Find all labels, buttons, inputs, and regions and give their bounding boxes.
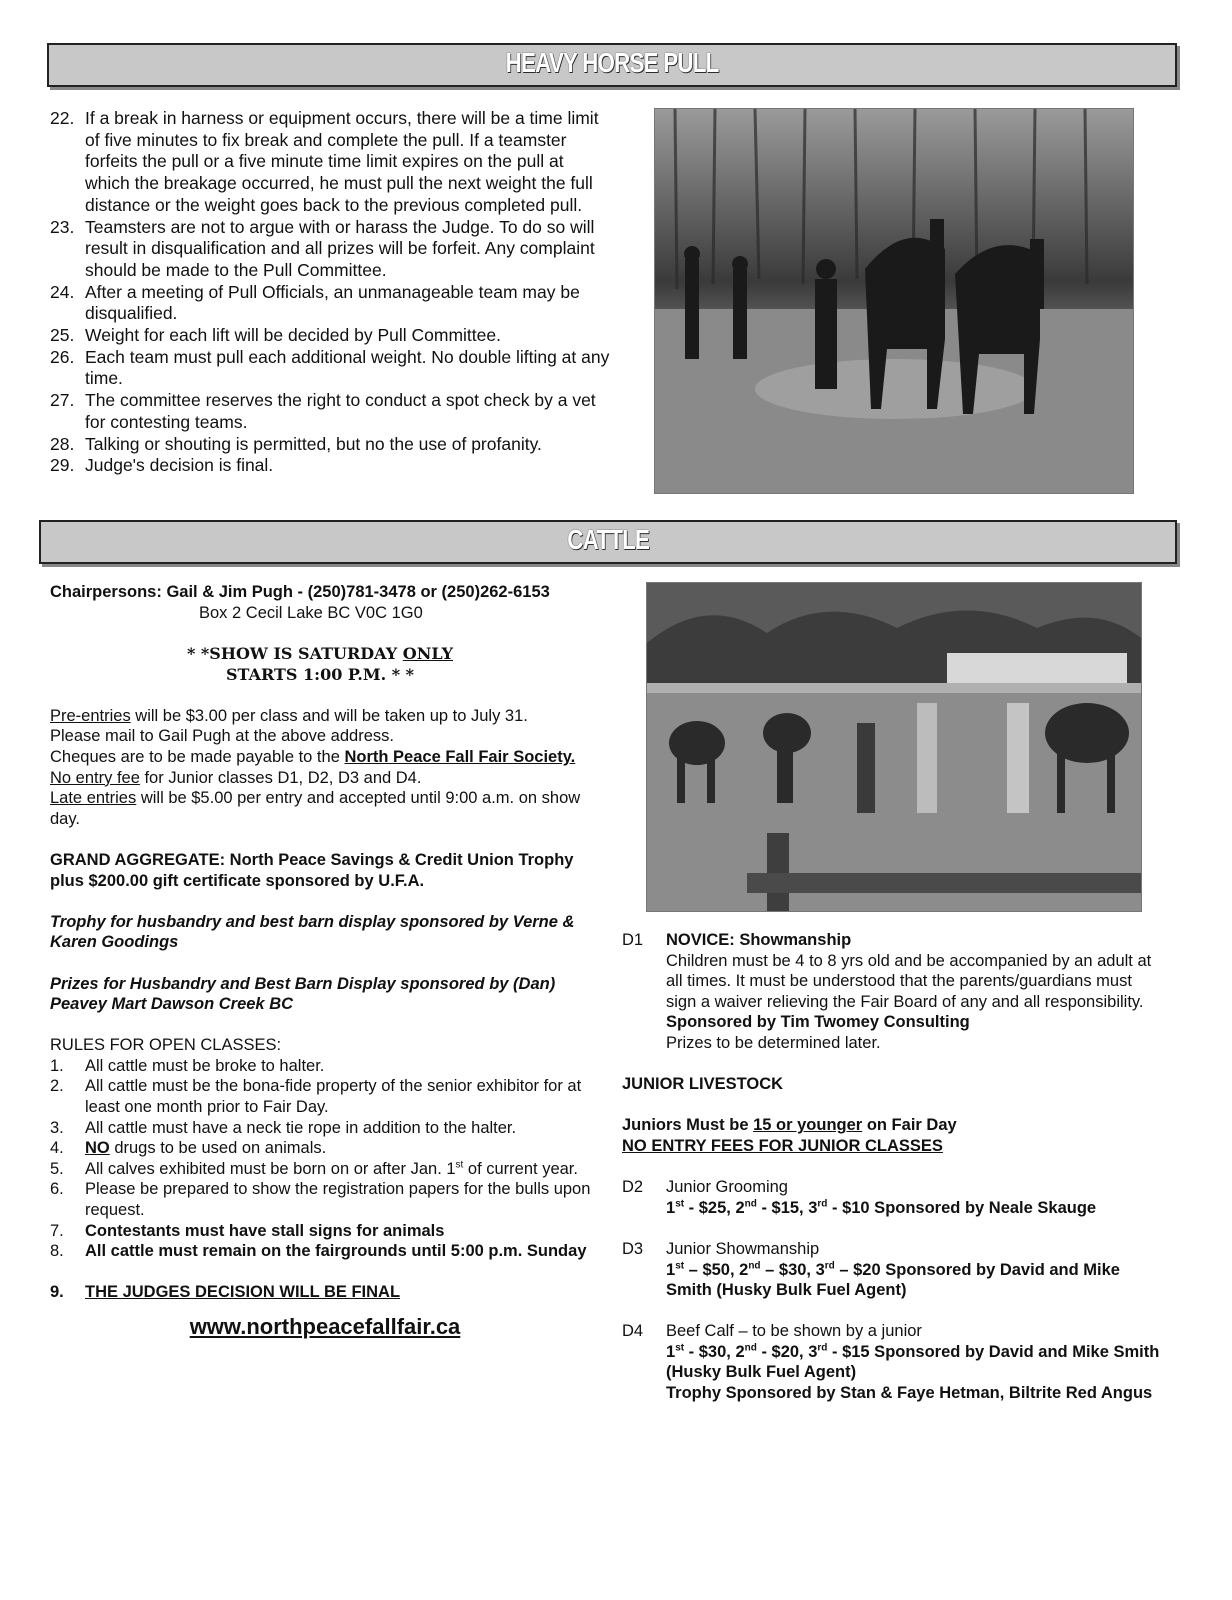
class-d1: D1 NOVICE: Showmanship Children must be 4 to 8 yrs old and be accompanied by an adult at all times. It must be understood that the parents/guardians must sign a waiver relieving the Fair Board of any and all responsibility. Sponsored by Tim Twomey Consulting Prizes to be determined later. <box>622 931 1152 1052</box>
rule-item: 6. Please be prepared to show the registration papers for the bulls upon request. <box>50 1180 591 1220</box>
late-entries-text: Late entries will be $5.00 per entry and accepted until 9:00 a.m. on show day. <box>50 789 581 828</box>
rule-item: 27. The committee reserves the right to conduct a spot check by a vet for contesting teams. <box>50 390 596 432</box>
class-d2: D2 Junior Grooming 1st - $25, 2nd - $15, 3rd - $10 Sponsored by Neale Skauge <box>622 1178 1097 1217</box>
section-banner-cattle <box>39 520 1177 564</box>
rules-heading: RULES FOR OPEN CLASSES: <box>50 1036 282 1055</box>
pre-entries-text: Pre-entries will be $3.00 per class and will be taken up to July 31. <box>50 706 528 725</box>
rule-item: 22. If a break in harness or equipment occurs, there will be a time limit of five minutes to fix break and complete the pull. If a teamster forfeits the pull or a five minute time limit expires on the pull at which the breakage occurred, he must pull the next weight the full distance or the weight goes back to the previous completed pull. <box>50 108 599 215</box>
address-line: Box 2 Cecil Lake BC V0C 1G0 <box>199 603 423 622</box>
show-notice: * *SHOW IS SATURDAY ONLY STARTS 1:00 P.M. * * <box>186 644 453 685</box>
trophy-note: Trophy for husbandry and best barn display sponsored by Verne & Karen Goodings <box>50 912 575 952</box>
chairpersons-line: Chairpersons: Gail & Jim Pugh - (250)781-3478 or (250)262-6153 <box>50 583 550 601</box>
cheques-text: Cheques are to be made payable to the North Peace Fall Fair Society. <box>50 747 576 766</box>
section-banner-heavy-horse-pull <box>47 43 1177 87</box>
rule-item: 7. Contestants must have stall signs for animals <box>50 1221 445 1240</box>
prizes-note: Prizes for Husbandry and Best Barn Display sponsored by (Dan) Peavey Mart Dawson Creek BC <box>50 974 556 1014</box>
mail-text: Please mail to Gail Pugh at the above address. <box>50 727 394 746</box>
rule-item: 24. After a meeting of Pull Officials, an unmanageable team may be disqualified. <box>50 281 580 324</box>
horse-pull-photo <box>654 108 1134 494</box>
rule-item: 8. All cattle must remain on the fairgrounds until 5:00 p.m. Sunday <box>50 1242 587 1261</box>
rule-item: 1. All cattle must be broke to halter. <box>50 1056 325 1075</box>
rule-item: 29. Judge's decision is final. <box>50 455 274 476</box>
rule-item: 3. All cattle must have a neck tie rope in addition to the halter. <box>50 1118 517 1137</box>
open-class-rules-list <box>50 1056 600 1303</box>
class-d3: D3 Junior Showmanship 1st – $50, 2nd – $30, 3rd – $20 Sponsored by David and Mike Smith (Husky Bulk Fuel Agent) <box>622 1239 1120 1300</box>
class-d4: D4 Beef Calf – to be shown by a junior 1st - $30, 2nd - $20, 3rd - $15 Sponsored by David and Mike Smith (Husky Bulk Fuel Agent) Trophy Sponsored by Stan & Faye Hetman, Biltrite Red Angus <box>622 1322 1160 1403</box>
no-entry-fee-text: No entry fee for Junior classes D1, D2, D3 and D4. <box>50 768 422 787</box>
juniors-age-note: Juniors Must be 15 or younger on Fair Day <box>622 1116 957 1135</box>
rule-item: 28. Talking or shouting is permitted, but no the use of profanity. <box>50 433 542 454</box>
rule-item: 5. All calves exhibited must be born on or after Jan. 1st of current year. <box>50 1159 578 1178</box>
rule-item: 25. Weight for each lift will be decided by Pull Committee. <box>50 325 501 346</box>
junior-livestock-heading: JUNIOR LIVESTOCK <box>622 1075 784 1094</box>
rule-item: 2. All cattle must be the bona-fide property of the senior exhibitor for at least one month prior to Fair Day. <box>50 1077 582 1117</box>
section-title: HEAVY HORSE PULL <box>505 47 719 78</box>
horse-pull-rules-list <box>50 108 610 477</box>
section-title: CATTLE <box>567 524 649 555</box>
grand-aggregate: GRAND AGGREGATE: North Peace Savings & Credit Union Trophy plus $200.00 gift certificate sponsored by U.F.A. <box>50 850 574 890</box>
website-link[interactable]: www.northpeacefallfair.ca <box>189 1314 461 1339</box>
cattle-show-photo <box>646 582 1142 912</box>
cattle-left-column <box>50 582 600 1338</box>
no-entry-fees-note: NO ENTRY FEES FOR JUNIOR CLASSES <box>622 1136 943 1155</box>
rule-item: 9. THE JUDGES DECISION WILL BE FINAL <box>50 1283 401 1302</box>
rule-item: 23. Teamsters are not to argue with or harass the Judge. To do so will result in disqualification and all prizes will be forfeit. Any complaint should be made to the Pull Committee. <box>50 216 595 280</box>
cattle-right-column <box>622 930 1162 1404</box>
rule-item: 4. NO drugs to be used on animals. <box>50 1139 327 1158</box>
rule-item: 26. Each team must pull each additional weight. No double lifting at any time. <box>50 346 610 389</box>
